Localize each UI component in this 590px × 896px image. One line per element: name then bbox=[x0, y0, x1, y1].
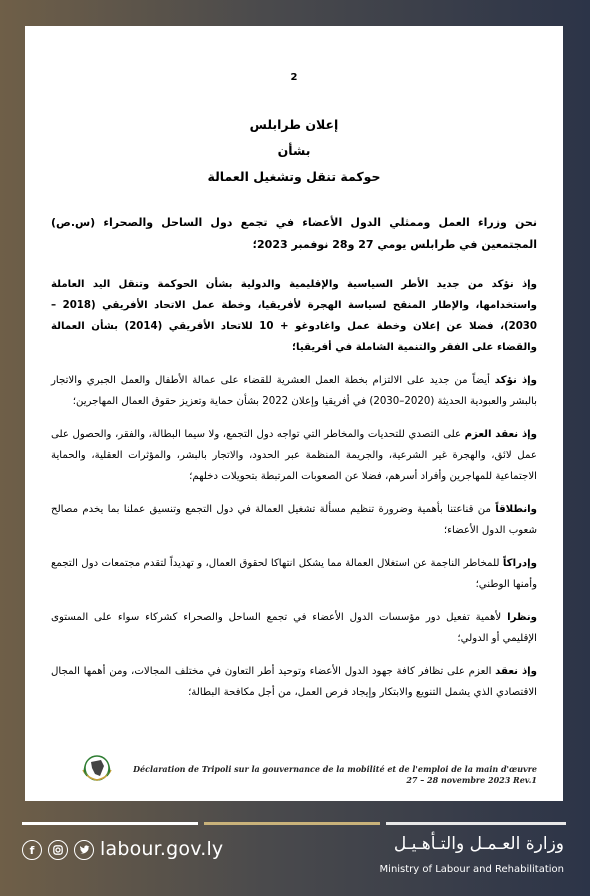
paragraph-text: من قناعتنا بأهمية وضرورة تنظيم مسألة تشغيل العمالة في دول التجمع وتنسيق عملنا بما يخدم مصالح شعوب الدول الأعضاء؛ bbox=[51, 504, 537, 536]
paragraph-7 bbox=[51, 661, 537, 703]
paragraph-lead: وإذ نعقد bbox=[495, 666, 537, 677]
page-number: 2 bbox=[290, 72, 298, 83]
paragraph-3 bbox=[51, 424, 537, 487]
paragraph-lead: ونظرا bbox=[507, 612, 537, 623]
paragraph-text: للمخاطر الناجمة عن استغلال العمالة مما يشكل انتهاكا لحقوق العمال، و تهديداً لتقدم مجتمعات دول التجمع وأمنها الوطني؛ bbox=[51, 558, 537, 590]
footer-line-2: 27 – 28 novembre 2023 Rev.1 bbox=[406, 775, 537, 785]
social-icons bbox=[22, 840, 94, 860]
paragraph-text: على التصدي للتحديات والمخاطر التي تواجه دول التجمع، ولا سيما البطالة، والفقر، والحصول على عمل لائق، والهجرة غير الشرعية، والجريمة المنظمة عبر الحدود، والاتجار بالبشر، والمؤثرات العقلية، والحماية الاجتماعية للمهاجرين وأفراد أسرهم، فضلا عن الصعوبات المرتبطة بتحويلات دخلهم؛ bbox=[51, 429, 537, 482]
cen-sad-emblem-icon bbox=[77, 752, 117, 784]
document-title-block bbox=[25, 112, 563, 190]
title-line-2: بشأن bbox=[277, 143, 311, 158]
instagram-icon[interactable] bbox=[48, 840, 68, 860]
paragraph-text: أيضاً من جديد على الالتزام بخطة العمل العشرية للقضاء على عمالة الأطفال والعمل الجبري والاتجار بالبشر والعبودية الحديثة (2020–2030) في أفريقيا وإعلان 2022 بشأن حماية وتعزيز حقوق العمال المهاجرين؛ bbox=[51, 375, 537, 407]
paragraph-lead: وانطلاقاً bbox=[495, 504, 537, 515]
document-footer bbox=[117, 764, 537, 786]
paragraph-text: من جديد الأطر السياسية والإقليمية والدولية بشأن الحوكمة وتنقل اليد العاملة واستخدامها، والإطار المنقح لسياسة الهجرة لأفريقيا، وخطة عمل الاتحاد الأفريقي (2018 – 2030)، فضلا عن إعلان وخطة عمل واغادوغو + 10 للاتحاد الأفريقي (2014) بشأن العمالة والقضاء على الفقر والتنمية الشاملة في أفريقيا؛ bbox=[51, 279, 537, 353]
paragraph-4 bbox=[51, 499, 537, 541]
website-link[interactable]: labour.gov.ly bbox=[100, 838, 224, 860]
paragraph-5 bbox=[51, 553, 537, 595]
stripe-right bbox=[386, 822, 566, 825]
paragraph-lead: وإذ نؤكد bbox=[491, 279, 537, 290]
title-line-3: حوكمة تنقل وتشغيل العمالة bbox=[207, 169, 381, 184]
paragraph-1 bbox=[51, 274, 537, 358]
twitter-icon[interactable] bbox=[74, 840, 94, 860]
stripe-left bbox=[22, 822, 198, 825]
paragraph-text: لأهمية تفعيل دور مؤسسات الدول الأعضاء في تجمع الساحل والصحراء كشركاء سواء على المستوى الإقليمي أو الدولي؛ bbox=[51, 612, 537, 644]
ministry-footer-bar bbox=[0, 826, 590, 896]
stripe-middle bbox=[204, 822, 380, 825]
facebook-icon[interactable]: f bbox=[22, 840, 42, 860]
paragraph-2 bbox=[51, 370, 537, 412]
document-body bbox=[51, 212, 537, 715]
paragraph-lead: وإذ نعقد العزم bbox=[464, 429, 537, 440]
paragraph-text: العزم على تظافر كافة جهود الدول الأعضاء وتوحيد أطر التعاون في مختلف المجالات، ومن أهمها المجال الاقتصادي الذي يشمل التنويع والابتكار وإيجاد فرص العمل، من أجل مكافحة البطالة؛ bbox=[51, 666, 537, 698]
title-line-1: إعلان طرابلس bbox=[249, 117, 339, 132]
paragraph-6 bbox=[51, 607, 537, 649]
ministry-name-english: Ministry of Labour and Rehabilitation bbox=[379, 864, 564, 875]
ministry-name-arabic: وزارة العـمـل والتـأهـيـل bbox=[393, 834, 564, 854]
document-page bbox=[25, 26, 563, 801]
footer-line-1: Déclaration de Tripoli sur la gouvernance de la mobilité et de l'emploi de la main d'œuvre bbox=[133, 764, 537, 774]
paragraph-lead: وإدراكاً bbox=[502, 558, 537, 569]
intro-paragraph: نحن وزراء العمل وممثلي الدول الأعضاء في تجمع دول الساحل والصحراء (س.ص) المجتمعين في طرابلس يومي 27 و28 نوفمبر 2023؛ bbox=[51, 216, 537, 251]
paragraph-lead: وإذ نؤكد bbox=[494, 375, 537, 386]
